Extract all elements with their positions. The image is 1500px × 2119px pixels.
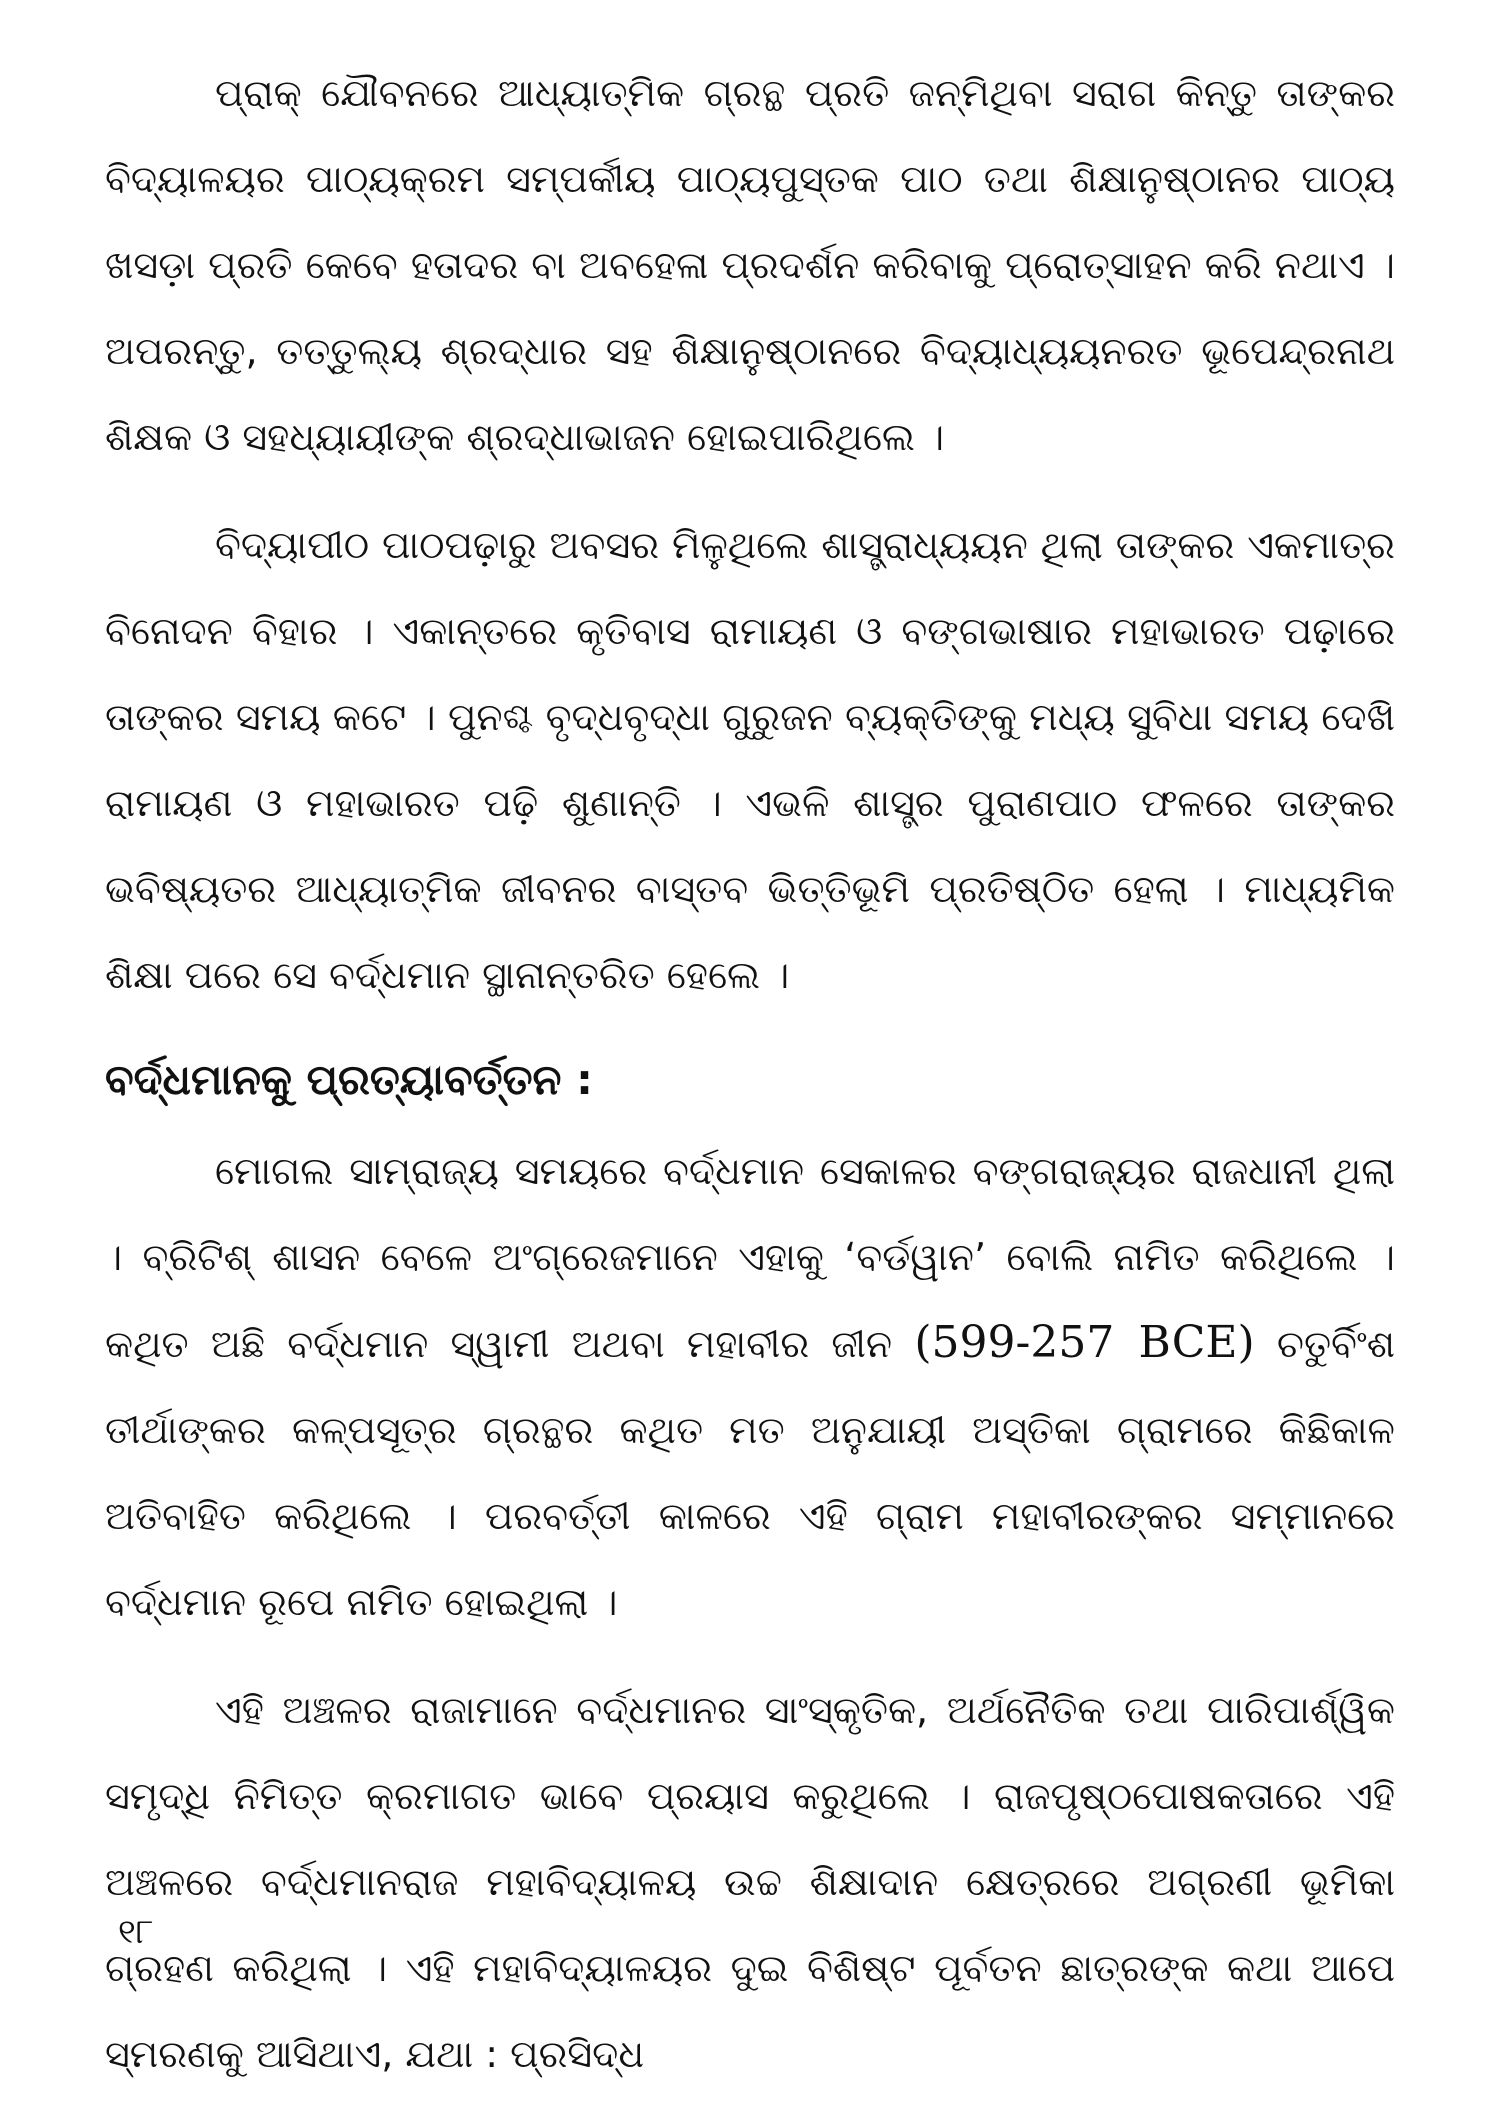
date-range: (599-257 BCE) — [914, 1317, 1255, 1368]
paragraph-1: ପ୍ରାକ୍ ଯୌବନରେ ଆଧ୍ୟାତ୍ମିକ ଗ୍ରନ୍ଥ ପ୍ରତି ଜନ୍ମିଥିବା ସରାଗ କିନ୍ତୁ ତାଙ୍କର ବିଦ୍ୟାଳୟର ପାଠ୍ୟକ୍ରମ ସମ୍ପର୍କୀୟ ପାଠ୍ୟପୁସ୍ତକ ପାଠ ତଥା ଶିକ୍ଷାନୁଷ୍ଠାନର ପାଠ୍ୟ ଖସଡ଼ା ପ୍ରତି କେବେ ହତାଦର ବା ଅବହେଳା ପ୍ରଦର୍ଶନ କରିବାକୁ ପ୍ରୋତ୍ସାହନ କରି ନଥାଏ । ଅପରନ୍ତୁ, ତତ୍ତୁଲ୍ୟ ଶ୍ରଦ୍ଧାର ସହ ଶିକ୍ଷାନୁଷ୍ଠାନରେ ବିଦ୍ୟାଧ୍ୟୟନରତ ଭୂପେନ୍ଦ୍ରନାଥ ଶିକ୍ଷକ ଓ ସହଧ୍ୟାୟୀଙ୍କ ଶ୍ରଦ୍ଧାଭାଜନ ହୋଇପାରିଥିଲେ । — [105, 71, 1395, 459]
paragraph-4: ଏହି ଅଞ୍ଚଳର ରାଜାମାନେ ବର୍ଦ୍ଧମାନର ସାଂସ୍କୃତିକ, ଅର୍ଥନୈତିକ ତଥା ପାରିପାର୍ଶ୍ୱିକ ସମୃଦ୍ଧି ନିମିତ୍ତ କ୍ରମାଗତ ଭାବେ ପ୍ରୟାସ କରୁଥିଲେ । ରାଜପୃଷ୍ଠପୋଷକତାରେ ଏହି ଅଞ୍ଚଳରେ ବର୍ଦ୍ଧମାନରାଜ ମହାବିଦ୍ୟାଳୟ ଉଚ୍ଚ ଶିକ୍ଷାଦାନ କ୍ଷେତ୍ରରେ ଅଗ୍ରଣୀ ଭୂମିକା ଗ୍ରହଣ କରିଥିଲା । ଏହି ମହାବିଦ୍ୟାଳୟର ଦୁଇ ବିଶିଷ୍ଟ ପୂର୍ବତନ ଛାତ୍ରଙ୍କ କଥା ଆପେ ସ୍ମରଣକୁ ଆସିଥାଏ, ଯଥା : ପ୍ରସିଦ୍ଧ — [105, 1688, 1395, 2076]
section-heading: ବର୍ଦ୍ଧମାନକୁ ପ୍ରତ୍ୟାବର୍ତ୍ତନ : — [105, 1055, 593, 1104]
paragraph-2: ବିଦ୍ୟାପୀଠ ପାଠପଢ଼ାରୁ ଅବସର ମିଳୁଥିଲେ ଶାସ୍ତ୍ରାଧ୍ୟୟନ ଥିଲା ତାଙ୍କର ଏକମାତ୍ର ବିନୋଦନ ବିହାର । ଏକାନ୍ତରେ କୃତିବାସ ରାମାୟଣ ଓ ବଙ୍ଗଭାଷାର ମହାଭାରତ ପଢ଼ାରେ ତାଙ୍କର ସମୟ କଟେ । ପୁନଶ୍ଚ ବୃଦ୍ଧବୃଦ୍ଧା ଗୁରୁଜନ ବ୍ୟକ୍ତିଙ୍କୁ ମଧ୍ୟ ସୁବିଧା ସମୟ ଦେଖି ରାମାୟଣ ଓ ମହାଭାରତ ପଢ଼ି ଶୁଣାନ୍ତି । ଏଭଳି ଶାସ୍ତ୍ର ପୁରାଣପାଠ ଫଳରେ ତାଙ୍କର ଭବିଷ୍ୟତର ଆଧ୍ୟାତ୍ମିକ ଜୀବନର ବାସ୍ତବ ଭିତ୍ତିଭୂମି ପ୍ରତିଷ୍ଠିତ ହେଲା । ମାଧ୍ୟମିକ ଶିକ୍ଷା ପରେ ସେ ବର୍ଦ୍ଧମାନ ସ୍ଥାନାନ୍ତରିତ ହେଲେ । — [105, 523, 1395, 997]
page-content — [105, 50, 1395, 2119]
paragraph-3 — [105, 1128, 1395, 1645]
page-number: ୧୮ — [118, 1912, 154, 1952]
paragraph-3-text-a: ମୋଗଲ ସାମ୍ରାଜ୍ୟ ସମୟରେ ବର୍ଦ୍ଧମାନ ସେକାଳର ବଙ୍ଗରାଜ୍ୟର ରାଜଧାନୀ ଥିଲା । ବ୍ରିଟିଶ୍ ଶାସନ ବେଳେ ଅଂଗ୍ରେଜମାନେ ଏହାକୁ ‘ବର୍ଡୱାନ’ ବୋଲି ନାମିତ କରିଥିଲେ । କଥିତ ଅଛି ବର୍ଦ୍ଧମାନ ସ୍ୱାମୀ ଅଥବା ମହାବୀର ଜୀନ — [105, 1149, 1395, 1366]
paragraph-3-text-b: ଚତୁର୍ବିଂଶ ତୀର୍ଥାଙ୍କର କଳ୍ପସୂତ୍ର ଗ୍ରନ୍ଥର କଥିତ ମତ ଅନୁଯାୟୀ ଅସ୍ତିକା ଗ୍ରାମରେ କିଛିକାଳ ଅତିବାହିତ କରିଥିଲେ । ପରବର୍ତ୍ତୀ କାଳରେ ଏହି ଗ୍ରାମ ମହାବୀରଙ୍କର ସମ୍ମାନରେ ବର୍ଦ୍ଧମାନ ରୂପେ ନାମିତ ହୋଇଥିଲା । — [105, 1322, 1395, 1624]
